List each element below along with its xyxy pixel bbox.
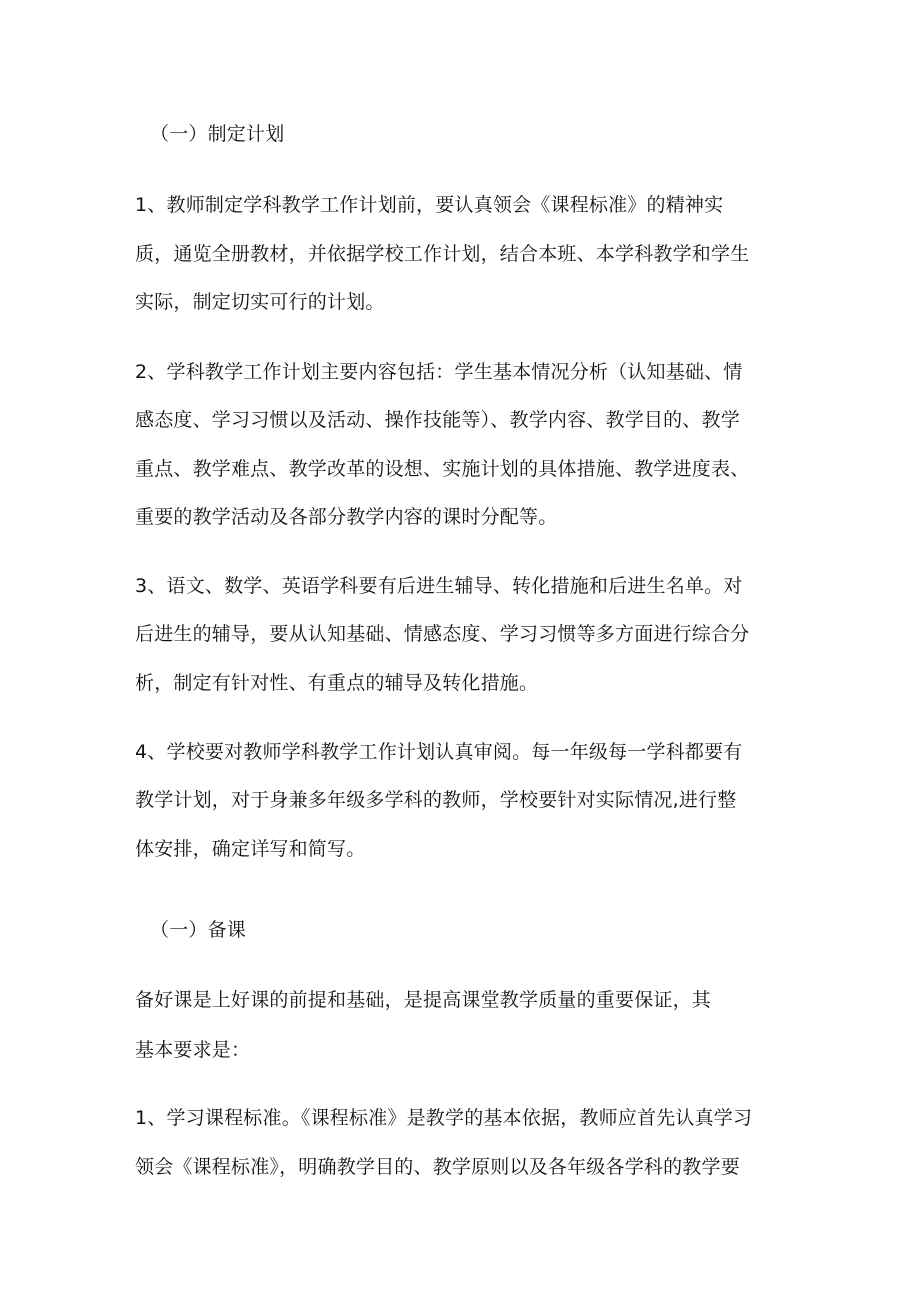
paragraph-line: 1、教师制定学科教学工作计划前，要认真领会《课程标准》的精神实 [135,194,724,216]
paragraph-line: 后进生的辅导，要从认知基础、情感态度、学习习惯等多方面进行综合分 [135,623,750,645]
paragraph-line: 1、学习课程标准。《课程标准》是教学的基本依据，教师应首先认真学习 [135,1107,753,1129]
section-heading-plan: （一）制定计划 [150,123,285,145]
paragraph-line: 析，制定有针对性、有重点的辅导及转化措施。 [135,672,539,694]
paragraph-line: 质，通览全册教材，并依据学校工作计划，结合本班、本学科教学和学生 [135,243,750,265]
section-heading-prepare: （一）备课 [150,919,247,941]
paragraph-line: 领会《课程标准》，明确教学目的、教学原则以及各年级各学科的教学要 [135,1156,740,1178]
paragraph-line: 重点、教学难点、教学改革的设想、实施计划的具体措施、教学进度表、 [135,458,750,480]
paragraph-line: 备好课是上好课的前提和基础，是提高课堂教学质量的重要保证，其 [135,989,712,1011]
paragraph-line: 感态度、学习习惯以及活动、操作技能等）、教学内容、教学目的、教学 [135,409,740,431]
paragraph-line: 4、学校要对教师学科教学工作计划认真审阅。每一年级每一学科都要有 [135,741,743,763]
paragraph-line: 教学计划，对于身兼多年级多学科的教师，学校要针对实际情况,进行整 [135,789,737,811]
paragraph-line: 基本要求是： [135,1039,251,1061]
paragraph-line: 3、语文、数学、英语学科要有后进生辅导、转化措施和后进生名单。对 [135,575,743,597]
paragraph-line: 实际，制定切实可行的计划。 [135,291,385,313]
paragraph-line: 重要的教学活动及各部分教学内容的课时分配等。 [135,506,558,528]
paragraph-line: 体安排，确定详写和简写。 [135,838,366,860]
paragraph-line: 2、学科教学工作计划主要内容包括：学生基本情况分析（认知基础、情 [135,361,743,383]
